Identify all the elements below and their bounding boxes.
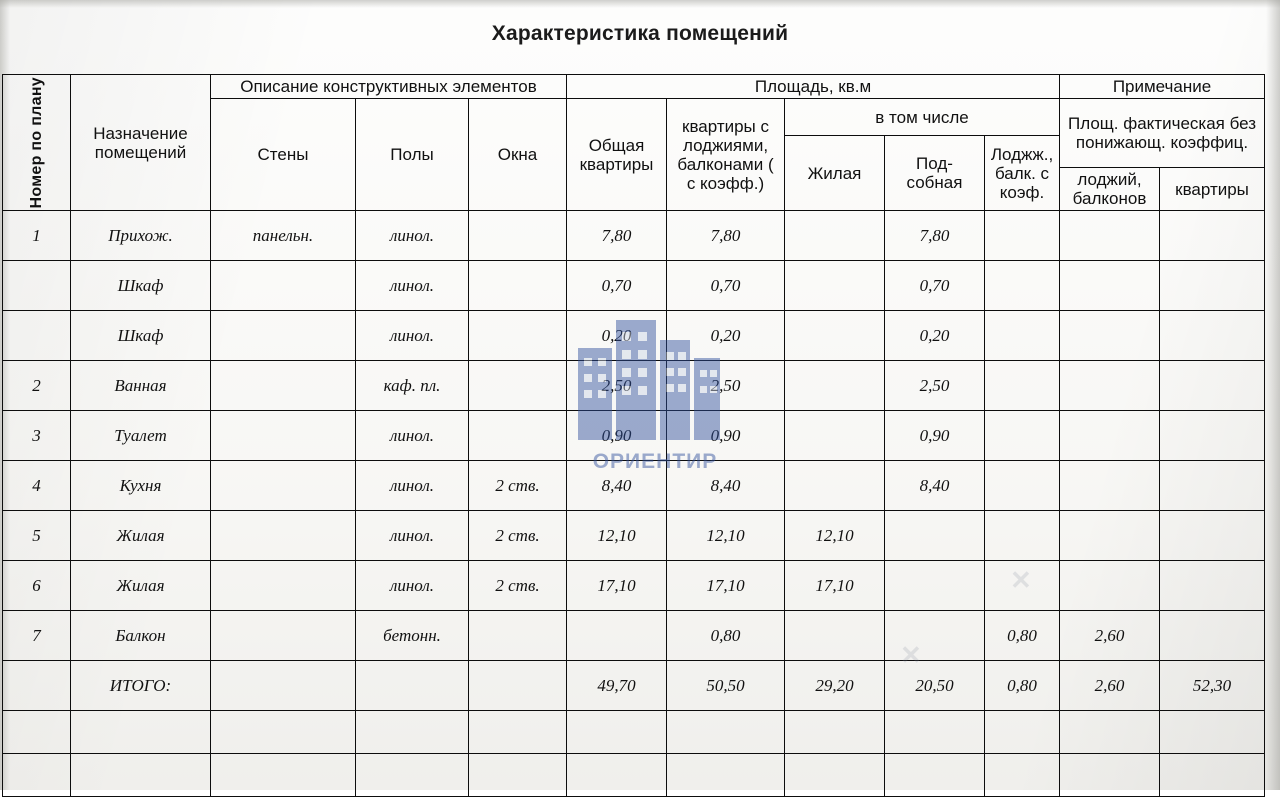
- header-note-sub: Площ. фактическая без понижающ. коэффиц.: [1060, 99, 1265, 168]
- cell-number: [3, 311, 71, 361]
- empty-cell: [785, 754, 885, 797]
- table-row: [3, 511, 1265, 561]
- cell-utility: [885, 611, 985, 661]
- cell-purpose: Прихож.: [71, 211, 211, 261]
- cell-floors: бетонн.: [356, 611, 469, 661]
- empty-cell: [567, 754, 667, 797]
- cell-note-flat: [1160, 211, 1265, 261]
- header-purpose: Назначение помещений: [71, 75, 211, 211]
- header-row-1: [3, 75, 1265, 99]
- cell-number: 4: [3, 461, 71, 511]
- cell-with-loggia: 0,20: [667, 311, 785, 361]
- header-living: Жилая: [785, 136, 885, 211]
- cell-windows: [469, 261, 567, 311]
- table-row: [3, 611, 1265, 661]
- watermark-faint-mark: ✕: [900, 640, 922, 670]
- cell-number: [3, 261, 71, 311]
- cell-floors: линол.: [356, 511, 469, 561]
- cell-windows: [469, 311, 567, 361]
- empty-cell: [356, 754, 469, 797]
- cell-loggia-coef: [985, 461, 1060, 511]
- total-purpose: ИТОГО:: [71, 661, 211, 711]
- empty-cell: [469, 711, 567, 754]
- cell-utility: 2,50: [885, 361, 985, 411]
- empty-cell: [71, 711, 211, 754]
- cell-note-loggias: [1060, 261, 1160, 311]
- total-living: 29,20: [785, 661, 885, 711]
- cell-living: [785, 411, 885, 461]
- cell-purpose: Жилая: [71, 511, 211, 561]
- cell-loggia-coef: 0,80: [985, 611, 1060, 661]
- page-edge-top: [0, 0, 1280, 8]
- total-floors: [356, 661, 469, 711]
- cell-total: 17,10: [567, 561, 667, 611]
- cell-floors: линол.: [356, 561, 469, 611]
- watermark-faint-mark-2: ✕: [1010, 565, 1032, 595]
- table-row: [3, 461, 1265, 511]
- header-note-loggias: лоджий, балконов: [1060, 168, 1160, 211]
- table-header: [3, 75, 1265, 211]
- header-group-construct: Описание конструктивных элементов: [211, 75, 567, 99]
- cell-note-loggias: [1060, 411, 1160, 461]
- cell-note-flat: [1160, 461, 1265, 511]
- empty-cell: [3, 711, 71, 754]
- cell-number: 6: [3, 561, 71, 611]
- cell-windows: 2 ств.: [469, 511, 567, 561]
- empty-cell: [667, 754, 785, 797]
- cell-loggia-coef: [985, 261, 1060, 311]
- cell-with-loggia: 17,10: [667, 561, 785, 611]
- empty-cell: [71, 754, 211, 797]
- cell-number: 5: [3, 511, 71, 561]
- cell-with-loggia: 0,70: [667, 261, 785, 311]
- table-total-row: [3, 661, 1265, 711]
- empty-cell: [356, 711, 469, 754]
- table-row: [3, 211, 1265, 261]
- cell-note-flat: [1160, 611, 1265, 661]
- table-row: [3, 561, 1265, 611]
- header-total-flat: Общая квартиры: [567, 99, 667, 211]
- cell-total: 7,80: [567, 211, 667, 261]
- cell-with-loggia: 8,40: [667, 461, 785, 511]
- header-walls: Стены: [211, 99, 356, 211]
- table-row: [3, 411, 1265, 461]
- cell-walls: [211, 311, 356, 361]
- cell-windows: [469, 411, 567, 461]
- cell-purpose: Ванная: [71, 361, 211, 411]
- cell-with-loggia: 0,90: [667, 411, 785, 461]
- cell-walls: [211, 261, 356, 311]
- total-note-flat: 52,30: [1160, 661, 1265, 711]
- cell-total: 0,20: [567, 311, 667, 361]
- empty-cell: [667, 711, 785, 754]
- cell-floors: линол.: [356, 411, 469, 461]
- cell-number: 1: [3, 211, 71, 261]
- cell-windows: 2 ств.: [469, 461, 567, 511]
- cell-total: 0,90: [567, 411, 667, 461]
- cell-purpose: Жилая: [71, 561, 211, 611]
- cell-purpose: Туалет: [71, 411, 211, 461]
- cell-note-flat: [1160, 411, 1265, 461]
- cell-note-loggias: [1060, 361, 1160, 411]
- cell-utility: 0,20: [885, 311, 985, 361]
- cell-note-flat: [1160, 311, 1265, 361]
- cell-living: [785, 361, 885, 411]
- premises-table-container: [0, 74, 1280, 797]
- cell-total: 0,70: [567, 261, 667, 311]
- cell-total: 2,50: [567, 361, 667, 411]
- cell-loggia-coef: [985, 411, 1060, 461]
- total-walls: [211, 661, 356, 711]
- cell-utility: 7,80: [885, 211, 985, 261]
- cell-utility: 0,70: [885, 261, 985, 311]
- cell-living: [785, 311, 885, 361]
- cell-loggia-coef: [985, 311, 1060, 361]
- total-with-loggia: 50,50: [667, 661, 785, 711]
- cell-walls: [211, 361, 356, 411]
- empty-cell: [885, 711, 985, 754]
- cell-with-loggia: 12,10: [667, 511, 785, 561]
- empty-cell: [985, 754, 1060, 797]
- page-title: Характеристика помещений: [491, 22, 789, 45]
- empty-cell: [469, 754, 567, 797]
- cell-utility: [885, 511, 985, 561]
- table-row: [3, 311, 1265, 361]
- cell-walls: [211, 461, 356, 511]
- cell-loggia-coef: [985, 561, 1060, 611]
- cell-living: [785, 211, 885, 261]
- cell-with-loggia: 0,80: [667, 611, 785, 661]
- cell-total: 8,40: [567, 461, 667, 511]
- cell-floors: линол.: [356, 211, 469, 261]
- header-flat-with-loggia: квартиры с лоджиями, балконами ( с коэфф.): [667, 99, 785, 211]
- header-loggia-coef: Лоджж., балк. с коэф.: [985, 136, 1060, 211]
- cell-note-loggias: [1060, 561, 1160, 611]
- empty-cell: [985, 711, 1060, 754]
- cell-purpose: Балкон: [71, 611, 211, 661]
- cell-note-loggias: [1060, 511, 1160, 561]
- cell-utility: 8,40: [885, 461, 985, 511]
- empty-cell: [211, 754, 356, 797]
- cell-note-loggias: [1060, 311, 1160, 361]
- cell-floors: каф. пл.: [356, 361, 469, 411]
- empty-cell: [3, 754, 71, 797]
- cell-walls: [211, 411, 356, 461]
- cell-note-loggias: 2,60: [1060, 611, 1160, 661]
- cell-living: [785, 611, 885, 661]
- cell-number: 3: [3, 411, 71, 461]
- cell-walls: [211, 611, 356, 661]
- empty-cell: [567, 711, 667, 754]
- cell-number: 7: [3, 611, 71, 661]
- cell-living: 17,10: [785, 561, 885, 611]
- cell-number: 2: [3, 361, 71, 411]
- header-utility: Под-собная: [885, 136, 985, 211]
- cell-utility: [885, 561, 985, 611]
- cell-total: 12,10: [567, 511, 667, 561]
- total-total: 49,70: [567, 661, 667, 711]
- premises-characteristics-table: [2, 74, 1265, 797]
- cell-loggia-coef: [985, 361, 1060, 411]
- empty-cell: [1060, 754, 1160, 797]
- empty-cell: [785, 711, 885, 754]
- table-row: [3, 361, 1265, 411]
- cell-note-flat: [1160, 261, 1265, 311]
- header-group-including: в том числе: [785, 99, 1060, 136]
- header-number-by-plan: [3, 75, 71, 211]
- empty-cell: [1060, 711, 1160, 754]
- cell-floors: линол.: [356, 261, 469, 311]
- cell-purpose: Шкаф: [71, 311, 211, 361]
- cell-walls: панельн.: [211, 211, 356, 261]
- header-note-flat: квартиры: [1160, 168, 1265, 211]
- table-row: [3, 261, 1265, 311]
- total-number: [3, 661, 71, 711]
- total-windows: [469, 661, 567, 711]
- cell-living: 12,10: [785, 511, 885, 561]
- cell-windows: [469, 211, 567, 261]
- header-group-area: Площадь, кв.м: [567, 75, 1060, 99]
- cell-purpose: Шкаф: [71, 261, 211, 311]
- cell-floors: линол.: [356, 311, 469, 361]
- table-empty-row: [3, 754, 1265, 797]
- empty-cell: [1160, 711, 1265, 754]
- cell-note-loggias: [1060, 211, 1160, 261]
- total-loggia-coef: 0,80: [985, 661, 1060, 711]
- cell-total: [567, 611, 667, 661]
- cell-living: [785, 461, 885, 511]
- cell-windows: 2 ств.: [469, 561, 567, 611]
- cell-loggia-coef: [985, 211, 1060, 261]
- empty-cell: [211, 711, 356, 754]
- cell-note-flat: [1160, 361, 1265, 411]
- empty-cell: [1160, 754, 1265, 797]
- cell-walls: [211, 511, 356, 561]
- cell-purpose: Кухня: [71, 461, 211, 511]
- header-windows: Окна: [469, 99, 567, 211]
- total-utility: 20,50: [885, 661, 985, 711]
- cell-loggia-coef: [985, 511, 1060, 561]
- cell-note-flat: [1160, 511, 1265, 561]
- empty-cell: [885, 754, 985, 797]
- cell-walls: [211, 561, 356, 611]
- table-body: [3, 211, 1265, 797]
- cell-living: [785, 261, 885, 311]
- cell-note-loggias: [1060, 461, 1160, 511]
- header-number-by-plan-label: Номер по плану: [27, 77, 45, 209]
- cell-note-flat: [1160, 561, 1265, 611]
- header-group-note: Примечание: [1060, 75, 1265, 99]
- cell-with-loggia: 7,80: [667, 211, 785, 261]
- watermark-text: ОРИЕНТИР: [592, 450, 718, 473]
- total-note-loggias: 2,60: [1060, 661, 1160, 711]
- cell-utility: 0,90: [885, 411, 985, 461]
- table-empty-row: [3, 711, 1265, 754]
- header-floors: Полы: [356, 99, 469, 211]
- cell-windows: [469, 361, 567, 411]
- cell-floors: линол.: [356, 461, 469, 511]
- cell-windows: [469, 611, 567, 661]
- cell-with-loggia: 2,50: [667, 361, 785, 411]
